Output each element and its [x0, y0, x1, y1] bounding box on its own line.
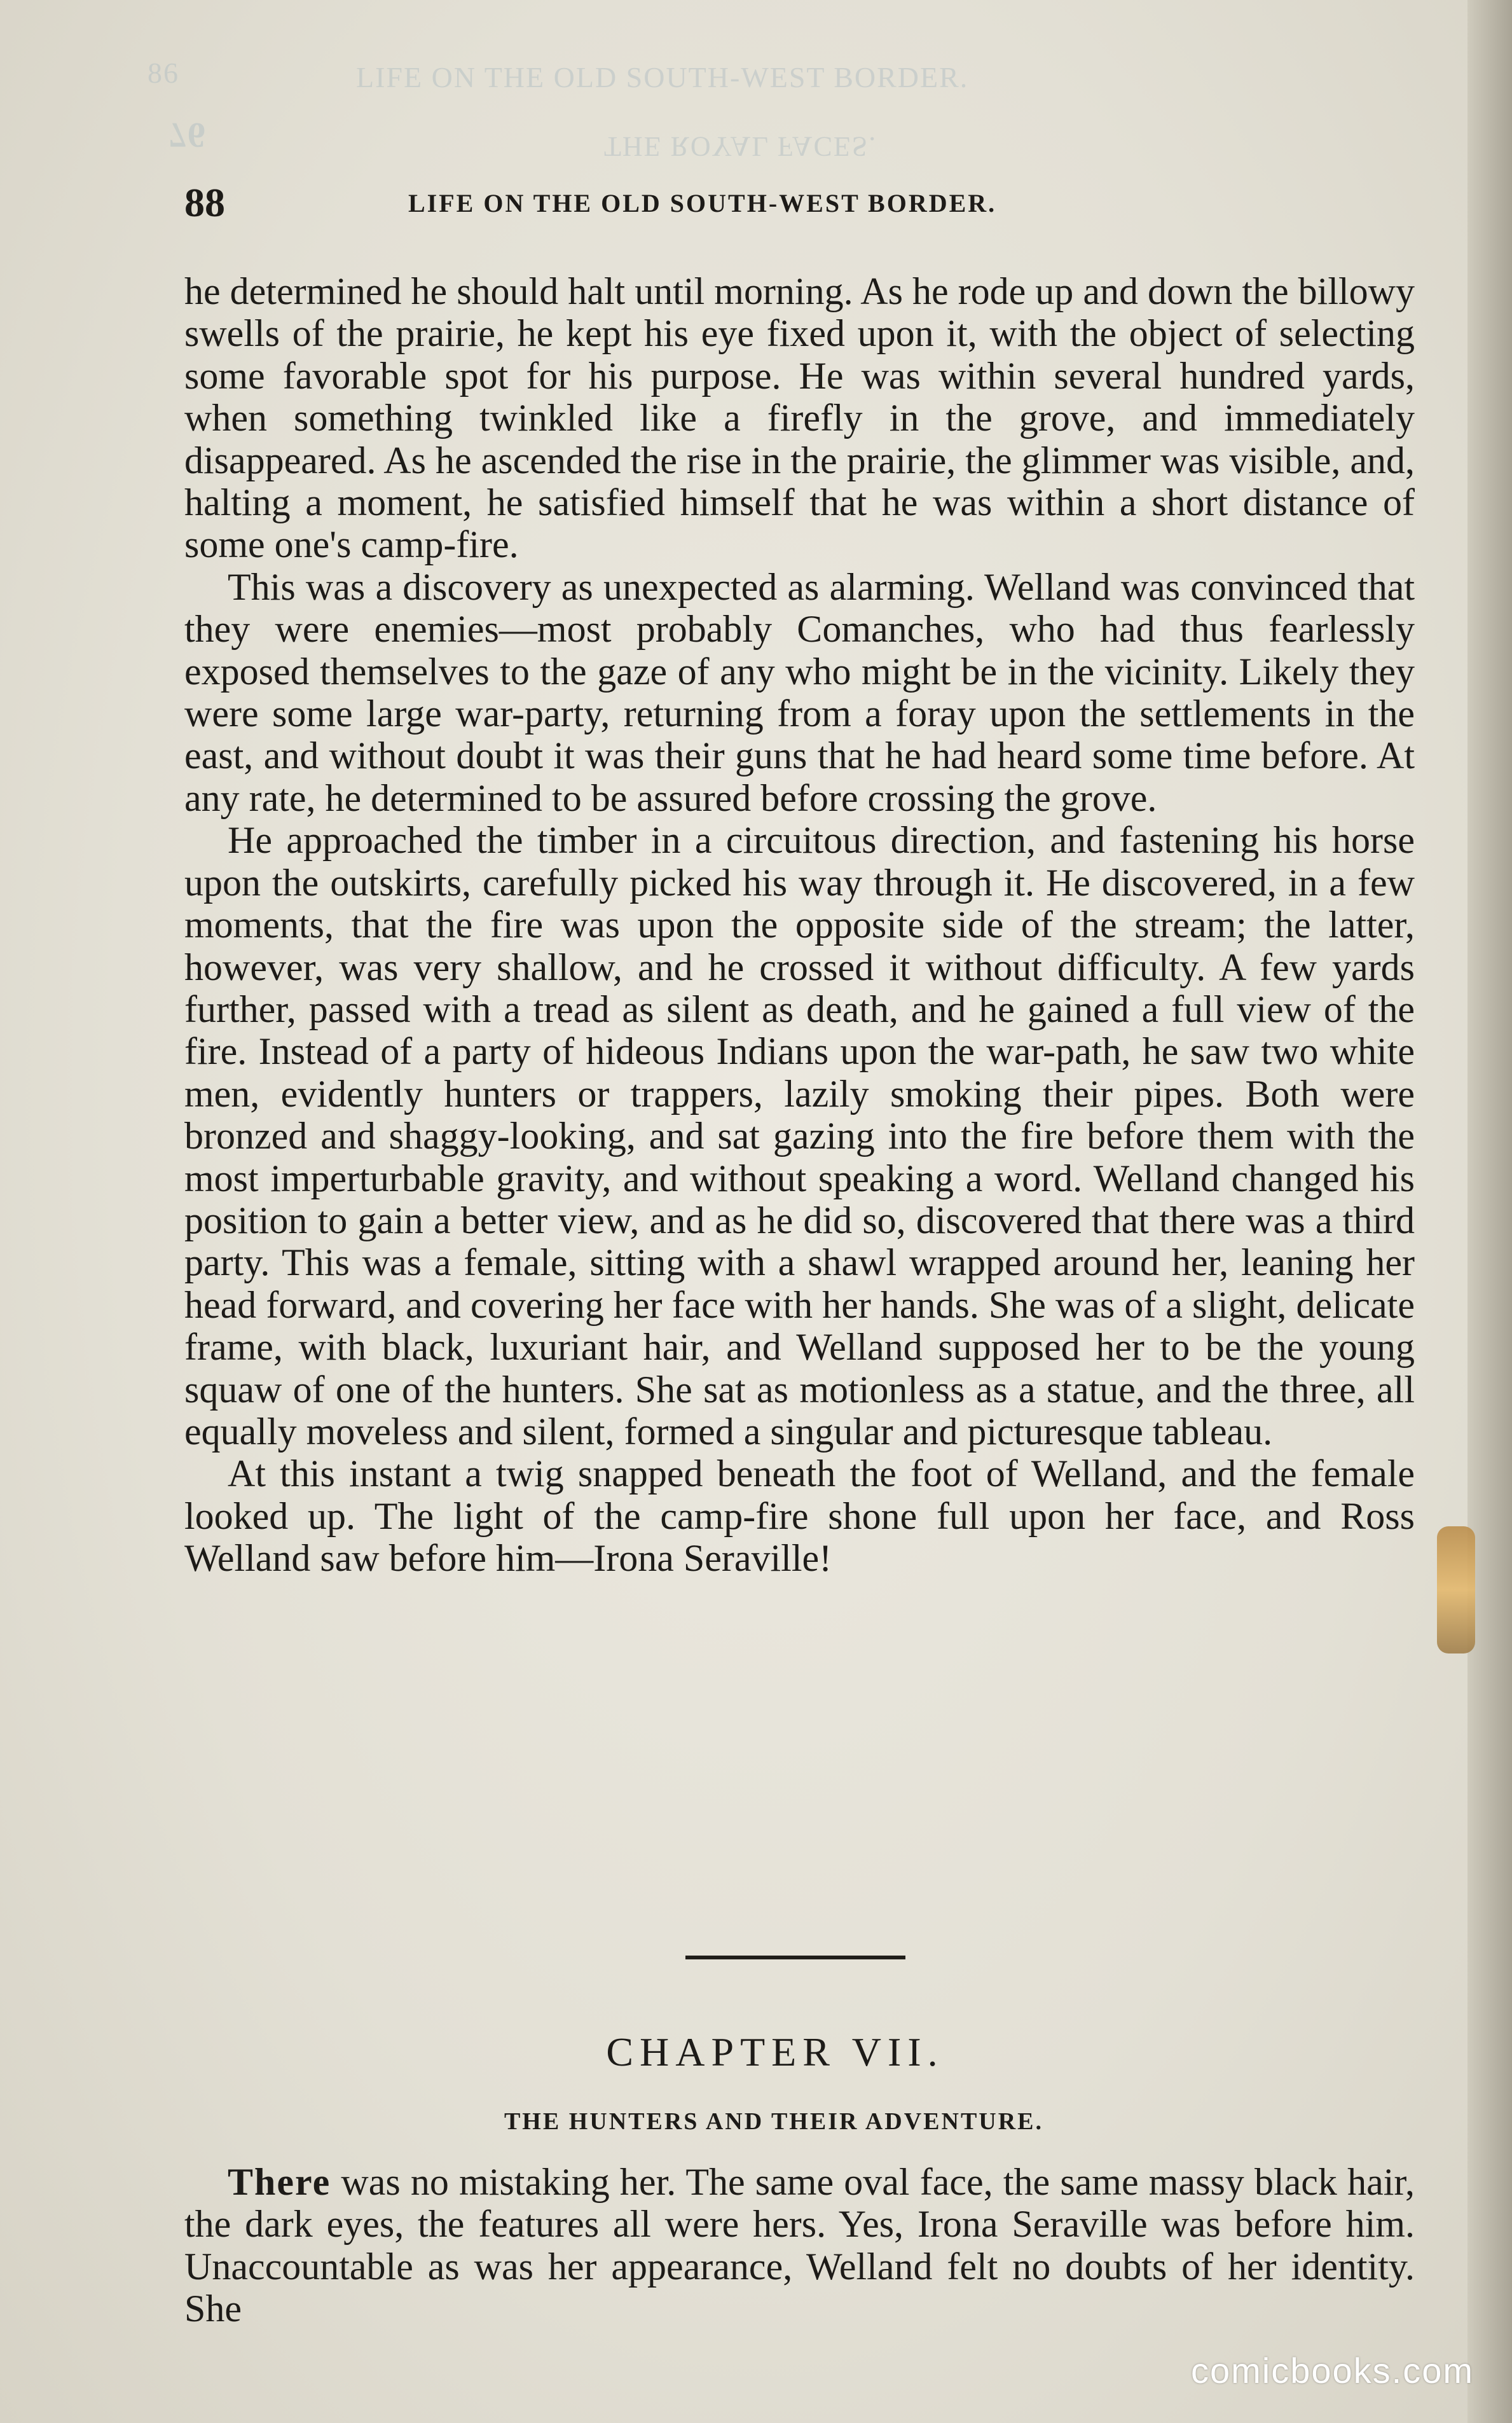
- body-text: [184, 270, 1415, 1580]
- chapter-subtitle: THE HUNTERS AND THEIR ADVENTURE.: [504, 2108, 1044, 2135]
- bleed-through-text: 86: [148, 57, 179, 89]
- page-number: 88: [184, 180, 225, 225]
- watermark: comicbooks.com: [1190, 2351, 1474, 2391]
- opening-text: was no mistaking her. The same oval face, the same massy black hair, the dark eyes, the features all were hers. Yes, Irona Seraville was before him. Unaccountable as was her appearance, Welland felt no doubts of her identity. She: [184, 2161, 1415, 2330]
- running-title: LIFE ON THE OLD SOUTH-WEST BORDER.: [408, 189, 997, 217]
- opening-word: There: [228, 2161, 331, 2203]
- bleed-through-text: THE ROYAL FACES.: [604, 131, 877, 162]
- bleed-through-text: 76: [168, 115, 207, 155]
- paragraph: he determined he should halt until morning. As he rode up and down the billowy swells of the prairie, he kept his eye fixed upon it, with the object of selecting some favorable spot for his purpose. He was within several hundred yards, when something twinkled like a firefly in the grove, and immediately disappeared. As he ascended the rise in the prairie, the glimmer was visible, and, halting a moment, he satisfied himself that he was within a short distance of some one's camp-fire.: [184, 270, 1415, 566]
- paragraph: At this instant a twig snapped beneath the foot of Welland, and the female looked up. The light of the camp-fire shone full upon her face, and Ross Welland saw before him—Irona Seraville!: [184, 1453, 1415, 1580]
- chapter-body: [184, 2161, 1415, 2330]
- paragraph: This was a discovery as unexpected as alarming. Welland was convinced that they were enemies—most probably Comanches, who had thus fearlessly exposed themselves to the gaze of any who might be in the vicinity. Likely they were some large war-party, returning from a foray upon the settlements in the east, and without doubt it was their guns that he had heard some time before. At any rate, he determined to be assured before crossing the grove.: [184, 565, 1415, 819]
- bleed-through-text: LIFE ON THE OLD SOUTH-WEST BORDER.: [356, 61, 969, 93]
- chapter-opening-paragraph: [184, 2161, 1415, 2330]
- paper-stain: [1437, 1526, 1475, 1653]
- paragraph: He approached the timber in a circuitous direction, and fastening his horse upon the outskirts, carefully picked his way through it. He discovered, in a few moments, that the fire was upon the opposite side of the stream; the latter, however, was very shallow, and he crossed it without difficulty. A few yards further, passed with a tread as silent as death, and he gained a full view of the fire. Instead of a party of hideous Indians upon the war-path, he saw two white men, evidently hunters or trappers, lazily smoking their pipes. Both were bronzed and shaggy-looking, and sat gazing into the fire before them with the most imperturbable gravity, and without speaking a word. Welland changed his position to gain a better view, and as he did so, discovered that there was a third party. This was a female, sitting with a shawl wrapped around her, leaning her head forward, and covering her face with her hands. She was of a slight, delicate frame, with black, luxuriant hair, and Welland supposed her to be the young squaw of one of the hunters. She sat as motionless as a statue, and the three, all equally moveless and silent, formed a singular and picturesque tableau.: [184, 819, 1415, 1453]
- page-header: [184, 179, 1418, 224]
- section-divider: [685, 1956, 905, 1959]
- chapter-heading: CHAPTER VII.: [606, 2029, 944, 2074]
